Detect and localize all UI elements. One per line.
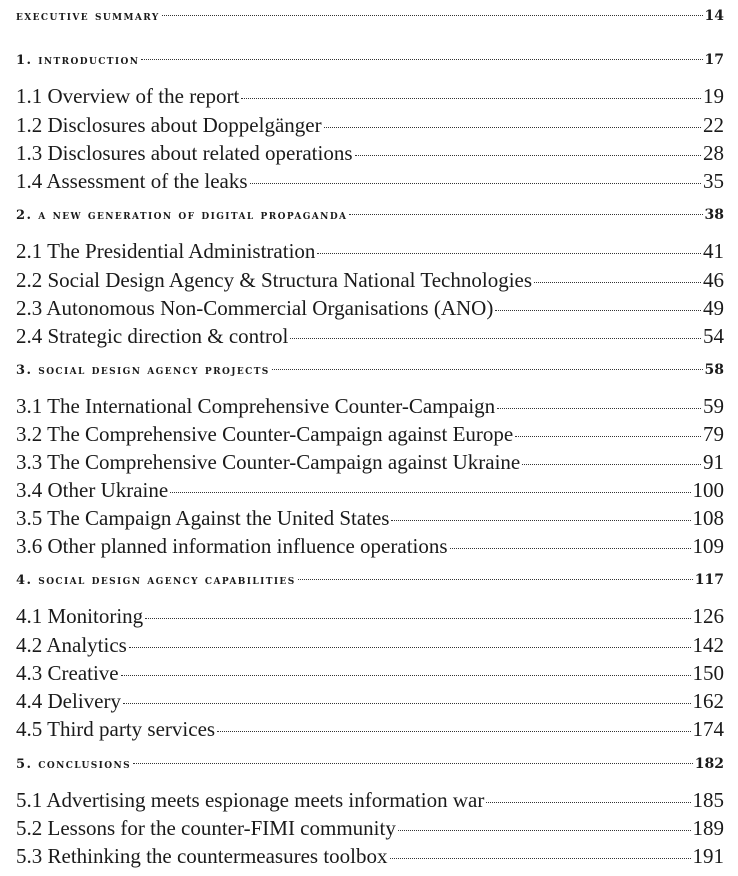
toc-subsection-entry[interactable] bbox=[16, 239, 724, 265]
toc-subsection-entry[interactable] bbox=[16, 689, 724, 715]
toc-page-number: 189 bbox=[692, 816, 724, 840]
toc-entry-title: executive summary bbox=[16, 9, 160, 24]
dot-leader bbox=[145, 618, 690, 619]
dot-leader bbox=[355, 155, 702, 156]
toc-section-entry[interactable] bbox=[16, 8, 724, 30]
dot-leader bbox=[522, 464, 701, 465]
toc-entry-title: 4.5 Third party services bbox=[16, 717, 216, 741]
toc-entry-title: 4.1 Monitoring bbox=[16, 604, 144, 628]
toc-page-number: 185 bbox=[692, 788, 724, 812]
toc-entry-title: 1.2 Disclosures about Doppelgänger bbox=[16, 113, 322, 137]
toc-page-number: 19 bbox=[703, 84, 724, 108]
toc-page-number: 17 bbox=[704, 52, 724, 68]
toc-subsection-entry[interactable] bbox=[16, 816, 724, 842]
dot-leader bbox=[217, 731, 690, 732]
toc-entry-title: 2.3 Autonomous Non-Commercial Organisations (ANO) bbox=[16, 296, 494, 320]
toc-entry-title: 3.2 The Comprehensive Counter-Campaign against Europe bbox=[16, 422, 514, 446]
dot-leader bbox=[515, 436, 701, 437]
dot-leader bbox=[290, 338, 701, 339]
toc-subsection-entry[interactable] bbox=[16, 506, 724, 532]
toc-entry-title: 5. conclusions bbox=[16, 757, 132, 772]
toc-subsection-entry[interactable] bbox=[16, 717, 724, 743]
toc-page-number: 191 bbox=[692, 844, 724, 868]
toc-entry-title: 3.4 Other Ukraine bbox=[16, 478, 169, 502]
toc-entry-title: 4. social design agency capabilities bbox=[16, 573, 296, 588]
toc-page-number: 54 bbox=[703, 324, 724, 348]
toc-page-number: 41 bbox=[703, 239, 724, 263]
dot-leader bbox=[123, 703, 691, 704]
toc-subsection-entry[interactable] bbox=[16, 661, 724, 687]
toc-entry-title: 2.2 Social Design Agency & Structura National Technologies bbox=[16, 268, 533, 292]
toc-section-entry[interactable] bbox=[16, 362, 724, 384]
dot-leader bbox=[250, 183, 701, 184]
toc-page-number: 126 bbox=[692, 604, 724, 628]
toc-entry-title: 3.5 The Campaign Against the United States bbox=[16, 506, 390, 530]
toc-subsection-entry[interactable] bbox=[16, 604, 724, 630]
toc-subsection-entry[interactable] bbox=[16, 113, 724, 139]
toc-subsection-entry[interactable] bbox=[16, 450, 724, 476]
toc-page-number: 14 bbox=[704, 8, 724, 24]
toc-entry-title: 3. social design agency projects bbox=[16, 363, 270, 378]
toc-page-number: 28 bbox=[703, 141, 724, 165]
toc-entry-title: 2. a new generation of digital propaganda bbox=[16, 208, 348, 223]
toc-subsection-entry[interactable] bbox=[16, 141, 724, 167]
toc-entry-title: 1. introduction bbox=[16, 53, 140, 68]
toc-subsection-entry[interactable] bbox=[16, 633, 724, 659]
dot-leader bbox=[391, 520, 690, 521]
dot-leader bbox=[390, 858, 691, 859]
toc-subsection-entry[interactable] bbox=[16, 478, 724, 504]
toc-page-number: 46 bbox=[703, 268, 724, 292]
toc-entry-title: 3.3 The Comprehensive Counter-Campaign against Ukraine bbox=[16, 450, 521, 474]
toc-entry-title: 1.1 Overview of the report bbox=[16, 84, 240, 108]
toc-subsection-entry[interactable] bbox=[16, 324, 724, 350]
toc-subsection-entry[interactable] bbox=[16, 268, 724, 294]
dot-leader bbox=[486, 802, 690, 803]
toc-section-entry[interactable] bbox=[16, 756, 724, 778]
toc-subsection-entry[interactable] bbox=[16, 169, 724, 195]
toc-page-number: 109 bbox=[692, 534, 724, 558]
toc-page-number: 182 bbox=[694, 756, 724, 772]
toc-entry-title: 5.2 Lessons for the counter-FIMI community bbox=[16, 816, 396, 840]
dot-leader bbox=[317, 253, 701, 254]
toc-entry-title: 1.3 Disclosures about related operations bbox=[16, 141, 353, 165]
toc-subsection-entry[interactable] bbox=[16, 844, 724, 870]
dot-leader bbox=[534, 282, 701, 283]
toc-entry-title: 5.3 Rethinking the countermeasures toolbox bbox=[16, 844, 388, 868]
dot-leader bbox=[349, 214, 702, 215]
dot-leader bbox=[298, 579, 693, 580]
dot-leader bbox=[272, 369, 703, 370]
dot-leader bbox=[121, 675, 691, 676]
dot-leader bbox=[133, 763, 693, 764]
toc-subsection-entry[interactable] bbox=[16, 84, 724, 110]
dot-leader bbox=[495, 310, 701, 311]
toc-page-number: 58 bbox=[704, 362, 724, 378]
dot-leader bbox=[129, 647, 691, 648]
toc-subsection-entry[interactable] bbox=[16, 296, 724, 322]
toc-entry-title: 3.1 The International Comprehensive Counter-Campaign bbox=[16, 394, 496, 418]
toc-entry-title: 1.4 Assessment of the leaks bbox=[16, 169, 248, 193]
toc-page-number: 117 bbox=[694, 572, 724, 588]
toc-page-number: 35 bbox=[703, 169, 724, 193]
dot-leader bbox=[450, 548, 691, 549]
toc-section-entry[interactable] bbox=[16, 572, 724, 594]
toc-subsection-entry[interactable] bbox=[16, 534, 724, 560]
table-of-contents bbox=[16, 0, 724, 876]
toc-page-number: 142 bbox=[692, 633, 724, 657]
dot-leader bbox=[141, 59, 702, 60]
toc-entry-title: 2.4 Strategic direction & control bbox=[16, 324, 289, 348]
toc-entry-title: 2.1 The Presidential Administration bbox=[16, 239, 316, 263]
toc-entry-title: 5.1 Advertising meets espionage meets information war bbox=[16, 788, 485, 812]
toc-page-number: 150 bbox=[692, 661, 724, 685]
toc-page-number: 100 bbox=[692, 478, 724, 502]
toc-page-number: 49 bbox=[703, 296, 724, 320]
toc-page-number: 22 bbox=[703, 113, 724, 137]
toc-subsection-entry[interactable] bbox=[16, 788, 724, 814]
dot-leader bbox=[241, 98, 701, 99]
toc-page-number: 79 bbox=[703, 422, 724, 446]
toc-entry-title: 4.2 Analytics bbox=[16, 633, 127, 657]
dot-leader bbox=[497, 408, 701, 409]
dot-leader bbox=[162, 15, 703, 16]
toc-page-number: 59 bbox=[703, 394, 724, 418]
toc-page-number: 174 bbox=[692, 717, 724, 741]
toc-page-number: 38 bbox=[704, 207, 724, 223]
toc-subsection-entry[interactable] bbox=[16, 422, 724, 448]
toc-subsection-entry[interactable] bbox=[16, 394, 724, 420]
toc-entry-title: 4.4 Delivery bbox=[16, 689, 121, 713]
toc-page-number: 108 bbox=[692, 506, 724, 530]
toc-page-number: 162 bbox=[692, 689, 724, 713]
toc-entry-title: 3.6 Other planned information influence operations bbox=[16, 534, 448, 558]
toc-page-number: 91 bbox=[703, 450, 724, 474]
toc-entry-title: 4.3 Creative bbox=[16, 661, 119, 685]
toc-section-entry[interactable] bbox=[16, 52, 724, 74]
dot-leader bbox=[398, 830, 691, 831]
toc-section-entry[interactable] bbox=[16, 207, 724, 229]
dot-leader bbox=[170, 492, 690, 493]
dot-leader bbox=[324, 127, 701, 128]
